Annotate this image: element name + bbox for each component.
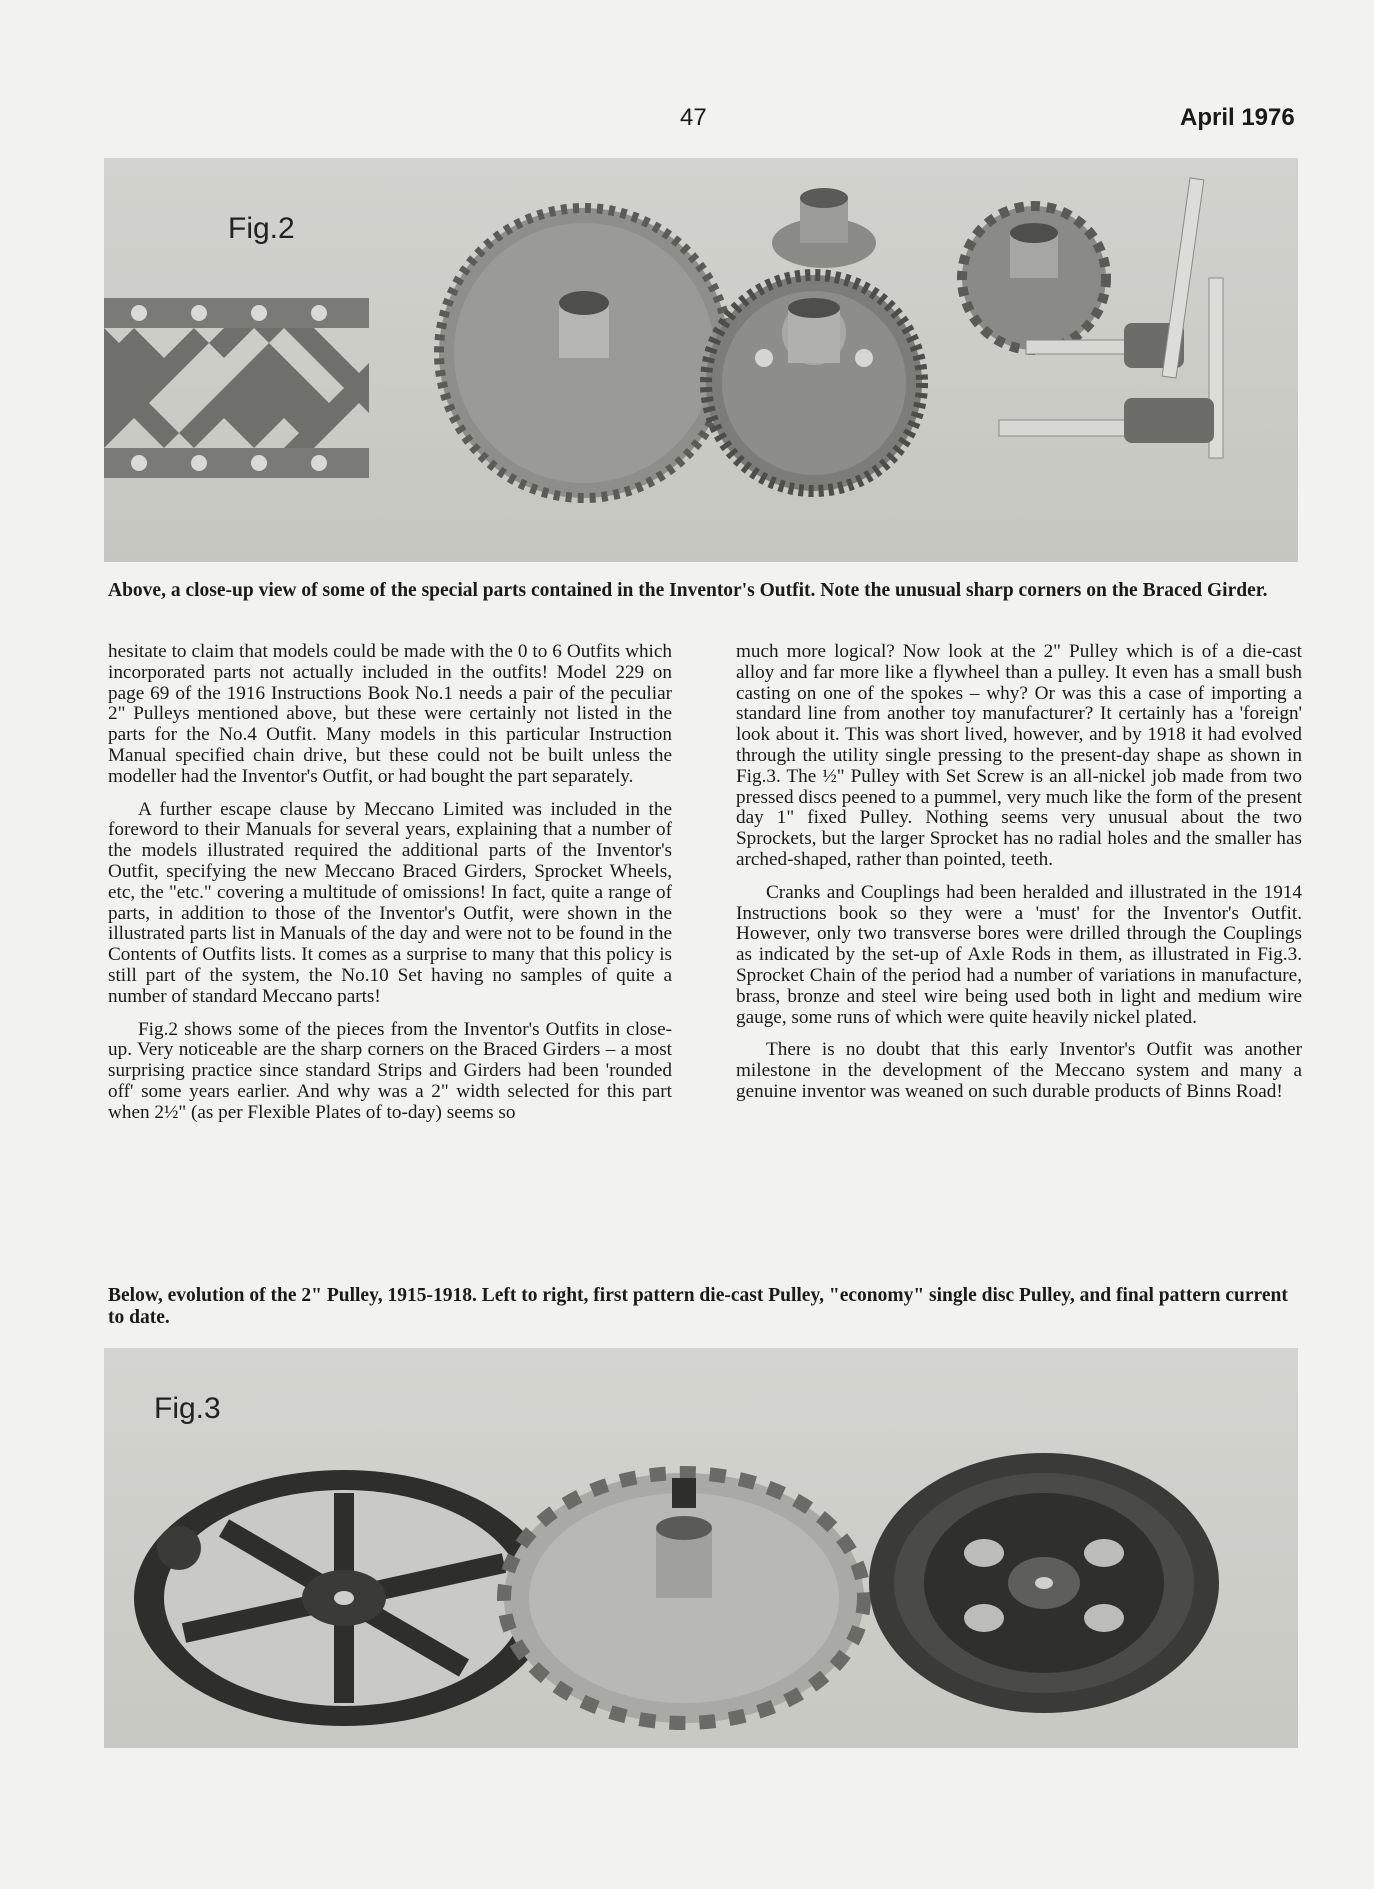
single-disc-pulley-part [504, 1473, 864, 1723]
small-sprocket-part [962, 206, 1106, 350]
paragraph: Cranks and Couplings had been heralded and illustrated in the 1914 Instructions book so they were a 'must' for the Inventor's Outfit. However, only two transverse bores were drilled through the Couplings as indicated by the set-up of Axle Rods in them, as illustrated in Fig.3. Sprocket Chain of the period had a number of variations in manufacture, brass, bronze and steel wire being used both in light and medium wire gauge, some runs of which were quite heavily nickel plated. [736, 881, 1302, 1028]
article-left-column [108, 642, 672, 1136]
article-right-column [736, 642, 1302, 1115]
fig2-label: Fig.2 [228, 212, 295, 245]
fig3-pulleys-illustration [104, 1348, 1298, 1748]
paragraph: There is no doubt that this early Inventor's Outfit was another milestone in the development of the Meccano system and many a genuine inventor was weaned on such durable products of Binns Road! [736, 1039, 1302, 1102]
fig3-label: Fig.3 [154, 1392, 221, 1425]
final-pattern-pulley-part [869, 1453, 1219, 1713]
page-number: 47 [680, 104, 707, 131]
issue-date: April 1976 [1180, 104, 1295, 131]
small-pulley-part [772, 188, 876, 268]
fig3-photo [104, 1348, 1298, 1748]
paragraph: Fig.2 shows some of the pieces from the Inventor's Outfits in close-up. Very noticeable are the sharp corners on the Braced Girders – a most surprising practice since standard Strips and Girders had been 'rounded off' some years earlier. And why was a 2" width selected for this part when 2½" (as per Flexible Plates of to-day) seems so [108, 1018, 672, 1123]
fig2-parts-illustration [104, 158, 1298, 562]
die-cast-pulley-part [134, 1470, 554, 1726]
fig2-photo [104, 158, 1298, 562]
spur-gear-part [706, 275, 922, 491]
paragraph: A further escape clause by Meccano Limited was included in the foreword to their Manuals for several years, explaining that a number of the models illustrated required the additional parts of the Inventor's Outfit, specifying the new Meccano Braced Girders, Sprocket Wheels, etc, the "etc." covering a multitude of omissions! In fact, quite a range of parts, in addition to those of the Inventor's Outfit, were shown in the illustrated parts list in Manuals of the day and were not to be found in the Contents of Outfits lists. It comes as a surprise to many that this policy is still part of the system, the No.10 Set having no samples of quite a number of standard Meccano parts! [108, 798, 672, 1007]
fig2-caption: Above, a close-up view of some of the special parts contained in the Inventor's Outfit. Note the unusual sharp corners on the Braced Girder. [108, 580, 1268, 601]
braced-girder-part [104, 298, 369, 478]
paragraph: hesitate to claim that models could be made with the 0 to 6 Outfits which incorporated parts not actually included in the outfits! Model 229 on page 69 of the 1916 Instructions Book No.1 needs a pair of the peculiar 2" Pulleys mentioned above, but these were certainly not listed in the parts for the No.4 Outfit. Many models in this particular Instruction Manual specified chain drive, but these could not be built unless the modeller had the Inventor's Outfit, or had bought the part separately. [108, 641, 672, 787]
paragraph: much more logical? Now look at the 2" Pulley which is of a die-cast alloy and far more like a flywheel than a pulley. It even has a small bush casting on one of the spokes – why? Or was this a case of importing a standard line from another toy manufacturer? It certainly has a 'foreign' look about it. This was short lived, however, and by 1918 it had evolved through the utility single pressing to the present-day shape as shown in Fig.3. The ½" Pulley with Set Screw is an all-nickel job made from two pressed discs peened to a pummel, very much like the form of the present day 1" fixed Pulley. Nothing seems very unusual about the two Sprockets, but the larger Sprocket has no radial holes and the smaller has arched-shaped, rather than pointed, teeth. [736, 641, 1302, 870]
large-sprocket-part [439, 208, 729, 498]
fig3-caption: Below, evolution of the 2" Pulley, 1915-1918. Left to right, first pattern die-cast Pulley, "economy" single disc Pulley, and final pattern current to date. [108, 1285, 1288, 1328]
